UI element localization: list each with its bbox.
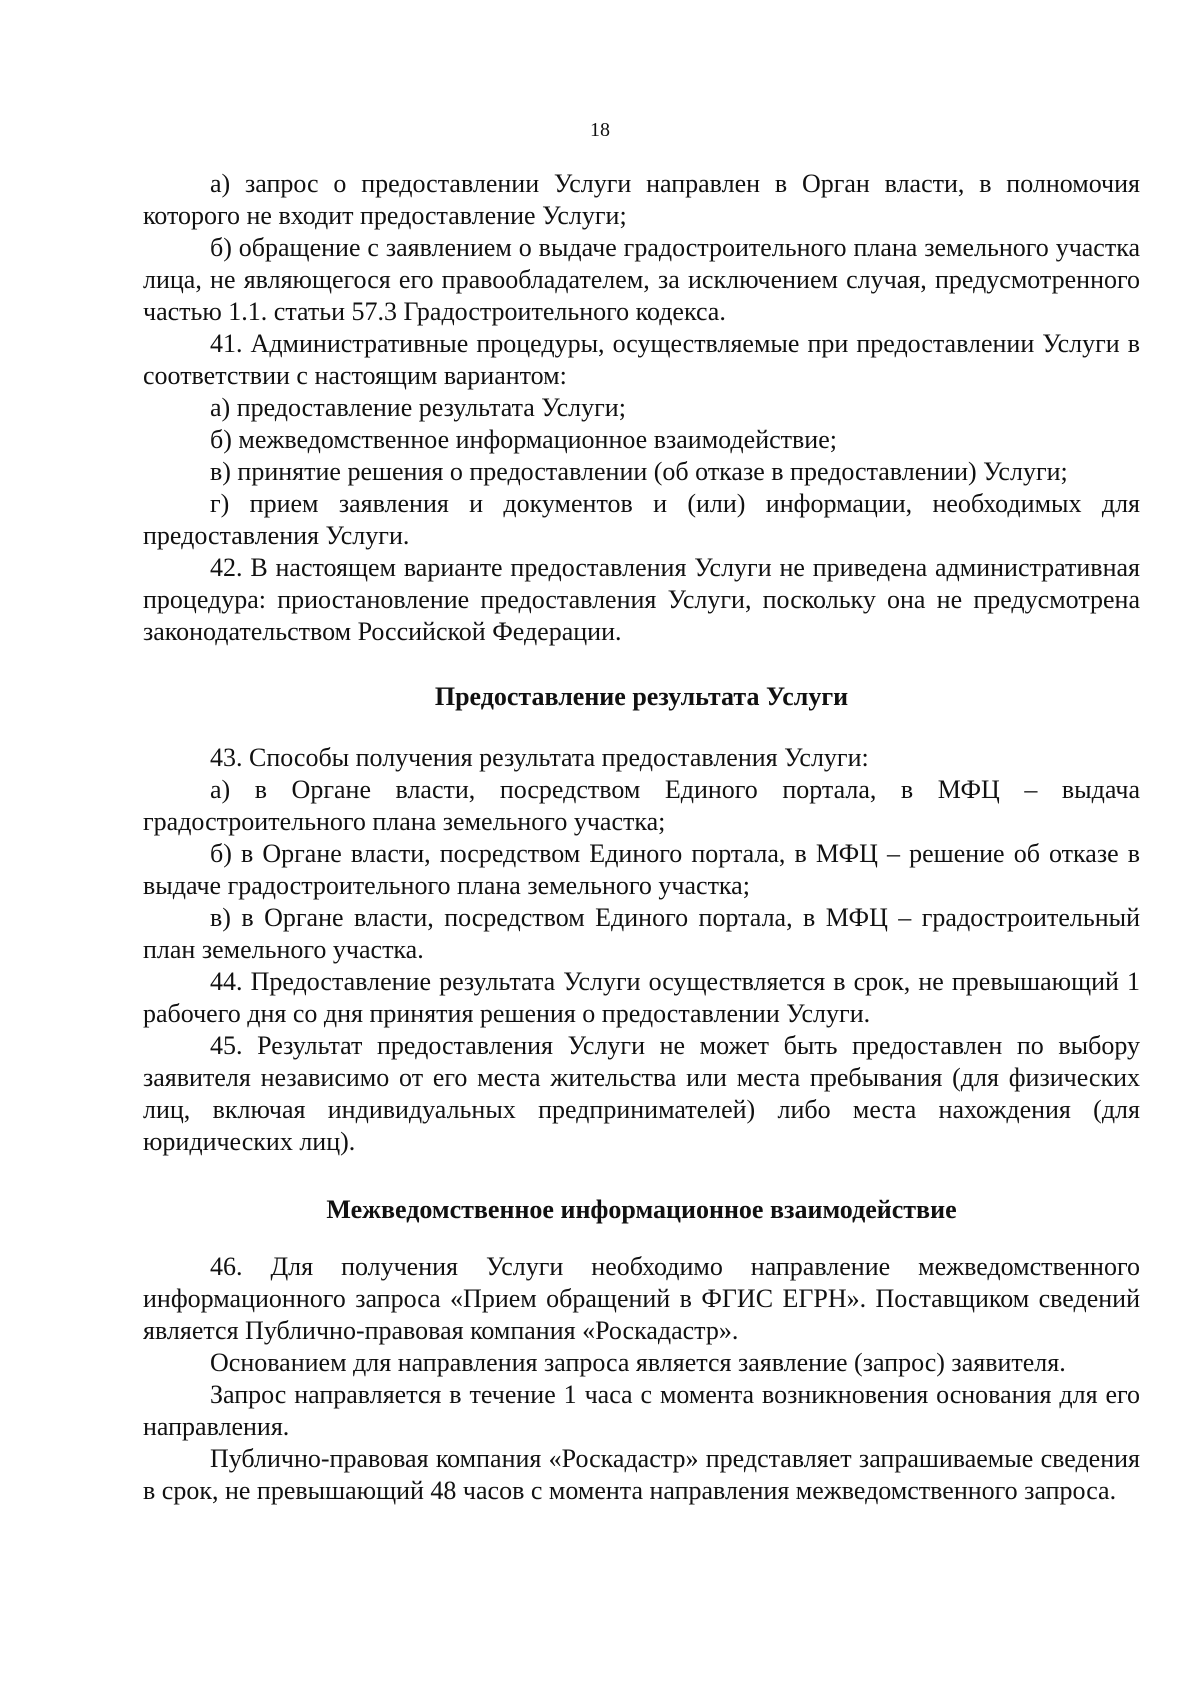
paragraph-46: 46. Для получения Услуги необходимо направление межведомственного информационного запроса «Прием обращений в ФГИС ЕГРН». Поставщиком сведений является Публично-правовая компания «Роскадастр». <box>143 1252 1140 1345</box>
document-body <box>143 168 1140 1507</box>
paragraph-41c: в) принятие решения о предоставлении (об отказе в предоставлении) Услуги; <box>210 457 1068 486</box>
paragraph-40a: а) запрос о предоставлении Услуги направлен в Орган власти, в полномочия которого не входит предоставление Услуги; <box>143 169 1140 230</box>
paragraph-40b: б) обращение с заявлением о выдаче градостроительного плана земельного участка лица, не являющегося его правообладателем, за исключением случая, предусмотренного частью 1.1. статьи 57.3 Градостроительного кодекса. <box>143 233 1140 326</box>
section-heading-interagency: Межведомственное информационное взаимодействие <box>326 1195 957 1224</box>
paragraph-45: 45. Результат предоставления Услуги не может быть предоставлен по выбору заявителя независимо от его места жительства или места пребывания (для физических лиц, включая индивидуальных предпринимателей) либо места нахождения (для юридических лиц). <box>143 1031 1140 1156</box>
paragraph-42: 42. В настоящем варианте предоставления Услуги не приведена административная процедура: приостановление предоставления Услуги, поскольку она не предусмотрена законодательством Российской Федерации. <box>143 553 1140 646</box>
paragraph-41: 41. Административные процедуры, осуществляемые при предоставлении Услуги в соответствии с настоящим вариантом: <box>143 329 1140 390</box>
paragraph-44: 44. Предоставление результата Услуги осуществляется в срок, не превышающий 1 рабочего дня со дня принятия решения о предоставлении Услуги. <box>143 967 1140 1028</box>
paragraph-43: 43. Способы получения результата предоставления Услуги: <box>210 743 869 772</box>
paragraph-43c: в) в Органе власти, посредством Единого портала, в МФЦ – градостроительный план земельного участка. <box>143 903 1140 964</box>
paragraph-41a: а) предоставление результата Услуги; <box>210 393 626 422</box>
paragraph-43b: б) в Органе власти, посредством Единого портала, в МФЦ – решение об отказе в выдаче градостроительного плана земельного участка; <box>143 839 1140 900</box>
paragraph-46-provider: Публично-правовая компания «Роскадастр» представляет запрашиваемые сведения в срок, не превышающий 48 часов с момента направления межведомственного запроса. <box>143 1444 1140 1505</box>
section-heading-result: Предоставление результата Услуги <box>434 682 849 711</box>
page-number: 18 <box>590 119 610 141</box>
paragraph-46-timing: Запрос направляется в течение 1 часа с момента возникновения основания для его направления. <box>143 1380 1140 1441</box>
paragraph-41b: б) межведомственное информационное взаимодействие; <box>210 425 837 454</box>
paragraph-46-basis: Основанием для направления запроса является заявление (запрос) заявителя. <box>210 1348 1066 1377</box>
paragraph-43a: а) в Органе власти, посредством Единого портала, в МФЦ – выдача градостроительного плана земельного участка; <box>143 775 1140 836</box>
paragraph-41d: г) прием заявления и документов и (или) информации, необходимых для предоставления Услуги. <box>143 489 1140 550</box>
